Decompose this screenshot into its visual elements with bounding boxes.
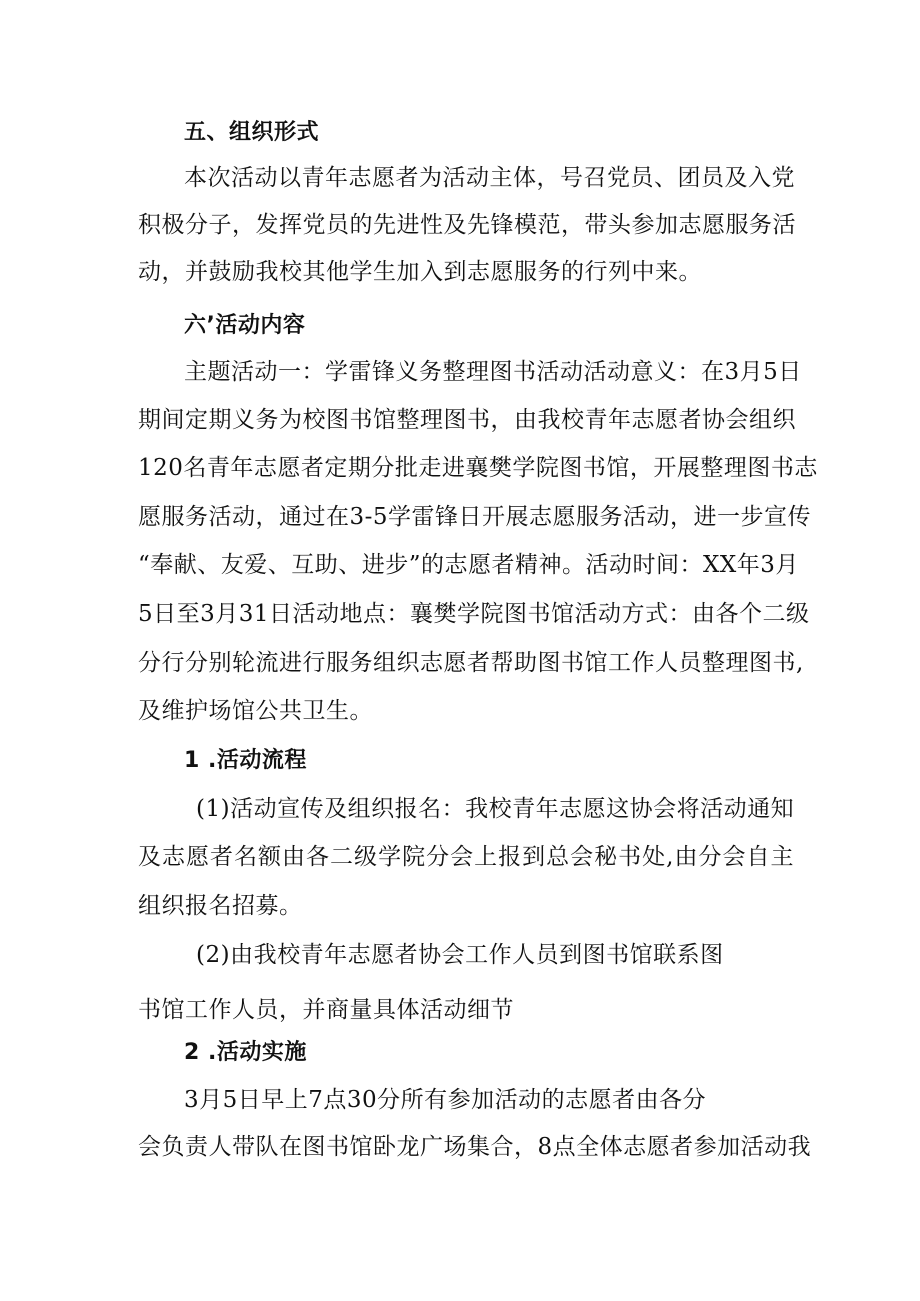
paragraph-line: 主题活动一：学雷锋义务整理图书活动活动意义：在3月5日 bbox=[184, 359, 802, 385]
paragraph-line: (1)活动宣传及组织报名：我校青年志愿这协会将活动通知 bbox=[196, 796, 795, 822]
subsection-heading-implementation: 2 .活动实施 bbox=[184, 1040, 307, 1065]
paragraph-line: 组织报名招募。 bbox=[138, 893, 303, 919]
paragraph-line: 分行分别轮流进行服务组织志愿者帮助图书馆工作人员整理图书, bbox=[138, 650, 804, 676]
paragraph-line: 动，并鼓励我校其他学生加入到志愿服务的行列中来。 bbox=[138, 259, 702, 285]
paragraph-line: 积极分子，发挥党员的先进性及先锋模范，带头参加志愿服务活 bbox=[138, 212, 796, 238]
paragraph-line: 会负责人带队在图书馆卧龙广场集合，8点全体志愿者参加活动我 bbox=[138, 1134, 812, 1160]
paragraph-line: (2)由我校青年志愿者协会工作人员到图书馆联系图 bbox=[196, 942, 724, 968]
paragraph-line: 愿服务活动，通过在3-5学雷锋日开展志愿服务活动，进一步宣传 bbox=[138, 504, 812, 530]
paragraph-line: 及志愿者名额由各二级学院分会上报到总会秘书处,由分会自主 bbox=[138, 844, 794, 870]
paragraph-line: 期间定期义务为校图书馆整理图书，由我校青年志愿者协会组织 bbox=[138, 407, 796, 433]
paragraph-line: “奉献、友爱、互助、进步”的志愿者精神。活动时间：XX年3月 bbox=[138, 552, 799, 578]
paragraph-line: 120名青年志愿者定期分批走进襄樊学院图书馆，开展整理图书志 bbox=[138, 455, 818, 481]
paragraph-line: 书馆工作人员，并商量具体活动细节 bbox=[138, 997, 514, 1023]
paragraph-line: 3月5日早上7点30分所有参加活动的志愿者由各分 bbox=[184, 1087, 707, 1113]
subsection-heading-flow: 1 .活动流程 bbox=[184, 748, 307, 773]
section-heading-content: 六’活动内容 bbox=[184, 313, 306, 338]
section-heading-organization: 五、组织形式 bbox=[184, 120, 320, 145]
paragraph-line: 本次活动以青年志愿者为活动主体，号召党员、团员及入党 bbox=[184, 165, 795, 191]
paragraph-line: 及维护场馆公共卫生。 bbox=[138, 698, 373, 724]
paragraph-line: 5日至3月31日活动地点：襄樊学院图书馆活动方式：由各个二级 bbox=[138, 601, 810, 627]
